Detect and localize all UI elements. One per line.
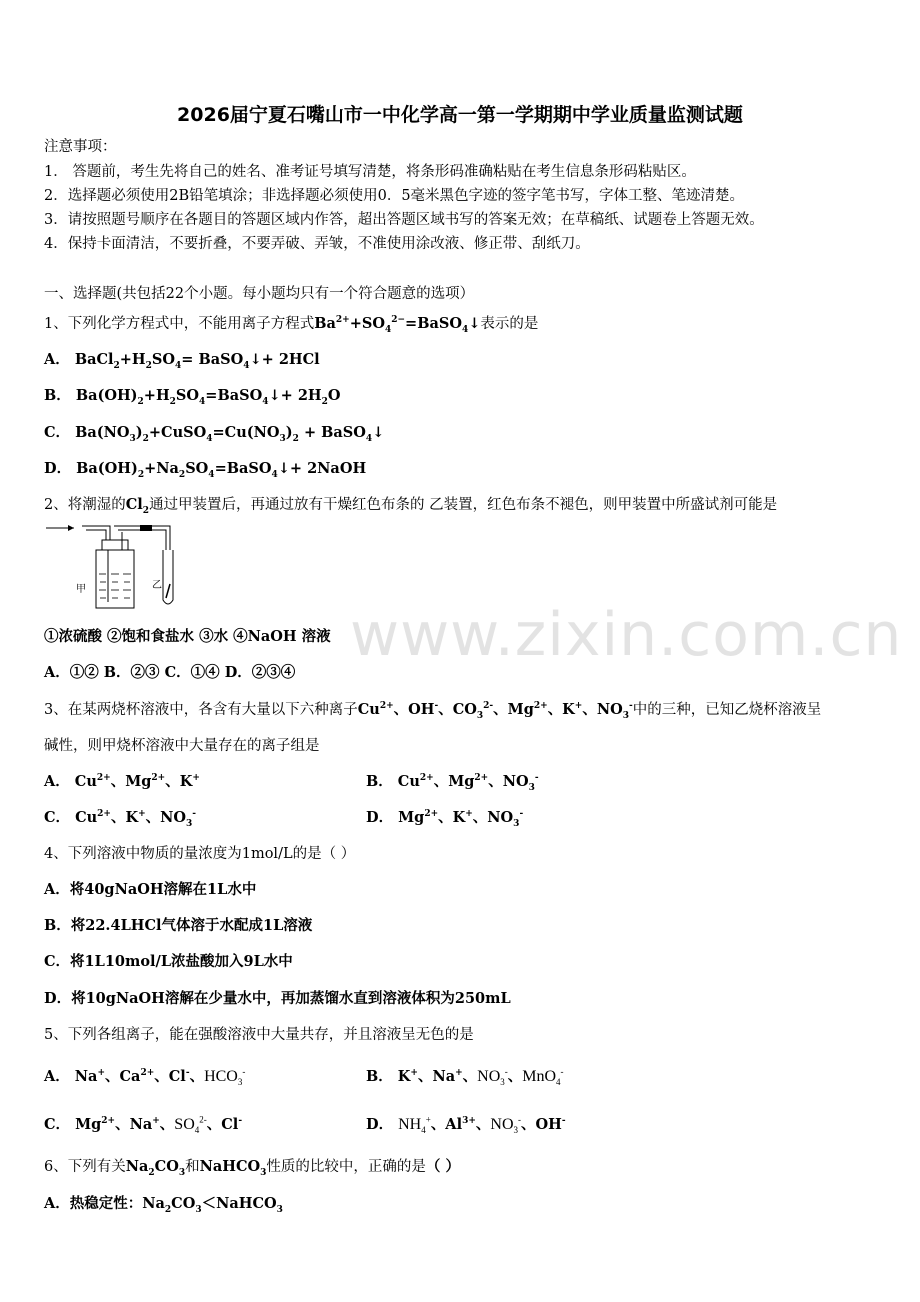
q1-stem-suffix: 表示的是 [480, 316, 539, 332]
watermark: www.zixin.com.cn [350, 600, 903, 670]
label-jia: 甲 [76, 584, 86, 595]
notice-item-3: 3．请按照题号顺序在各题目的答题区域内作答，超出答题区域书写的答案无效；在草稿纸、试题卷上答题无效。 [44, 212, 764, 228]
q5-option-d: D． $NH_4^+$、$Al^{3+}$、$NO_3^-$、OH- [366, 1114, 566, 1136]
q4-option-c: C．将1L10mol/L浓盐酸加入9L水中 [44, 953, 293, 970]
q6-option-a: A．热稳定性：$Na_2CO_3<NaHCO_3$ [44, 1195, 283, 1215]
question-5-stem: 5、下列各组离子，能在强酸溶液中大量共存，并且溶液呈无色的是 [44, 1027, 474, 1043]
q2-options: A．①② B．②③ C．①④ D．②③④ [44, 664, 296, 681]
q1-option-d: D． $Ba(OH)_2+Na_2SO_4=BaSO_4↓+$ 2NaOH [44, 460, 367, 480]
question-1-stem: 1、下列化学方程式中，不能用离子方程式$Ba^{2+}+SO_4^{2-}=BaSO_4↓$表示的是 [44, 315, 539, 335]
q5-option-b: B． K+、Na+、$NO_3^-$、MnO$_4$- [366, 1066, 564, 1088]
q4-option-a: A．将40gNaOH溶解在1L水中 [44, 881, 257, 898]
q3-option-d: D． $Mg^{2+}$、K+、$NO_3^-$ [366, 809, 524, 829]
q1-option-a: A． $BaCl_2+H_2SO_4=$ BaSO$_4$↓+ 2HCl [44, 351, 320, 371]
q1-stem-prefix: 1、下列化学方程式中，不能用离子方程式 [44, 316, 315, 332]
question-2-stem: 2、将潮湿的$Cl_2$通过甲装置后，再通过放有干燥红色布条的 乙装置，红色布条不褪色，则甲装置中所盛试剂可能是 [44, 496, 778, 516]
notice-item-4: 4．保持卡面清洁，不要折叠，不要弄破、弄皱，不准使用涂改液、修正带、刮纸刀。 [44, 236, 590, 252]
q3-option-c: C． $Cu^{2+}$、K+、$NO_3^-$ [44, 809, 197, 829]
q4-option-d: D．将10gNaOH溶解在少量水中，再加蒸馏水直到溶液体积为250mL [44, 990, 511, 1007]
q4-option-b: B．将22.4LHCl气体溶于水配成1L溶液 [44, 917, 313, 934]
notice-heading: 注意事项： [44, 139, 117, 155]
label-yi: 乙 [152, 580, 162, 591]
q3-option-a: A． $Cu^{2+}$、$Mg^{2+}$、K+ [44, 773, 200, 790]
gas-washing-apparatus-diagram [44, 522, 184, 614]
q3-option-b: B． $Cu^{2+}$、$Mg^{2+}$、$NO_3^-$ [366, 773, 539, 793]
q3-stem-line2: 碱性，则甲烧杯溶液中大量存在的离子组是 [44, 738, 320, 754]
page-title: 2026届宁夏石嘴山市一中化学高一第一学期期中学业质量监测试题 [177, 104, 743, 126]
q1-option-c: C． $Ba(NO_3)_2+CuSO_4=Cu(NO_3)_2$ + BaSO$_4$↓ [44, 424, 385, 444]
question-3-stem: 3、在某两烧杯溶液中，各含有大量以下六种离子$Cu^{2+}$、OH-、$CO_3^{2-}$、$Mg^{2+}$、K+、$NO_3^-$中的三种，已知乙烧杯溶液呈 [44, 701, 822, 721]
q5-option-a: A． Na+、$Ca^{2+}$、Cl-、$HCO_3^-$ [44, 1066, 246, 1088]
q2-reagents: ①浓硫酸 ②饱和食盐水 ③水 ④NaOH 溶液 [44, 628, 331, 645]
notice-item-1: 1． 答题前，考生先将自己的姓名、准考证号填写清楚，将条形码准确粘贴在考生信息条形码粘贴区。 [44, 164, 696, 180]
q5-option-c: C． $Mg^{2+}$、Na+、$SO_4^{2-}$、Cl- [44, 1114, 243, 1136]
question-6-stem: 6、下列有关$Na_2CO_3$和NaHCO$_3$性质的比较中，正确的是（ ） [44, 1158, 460, 1178]
question-4-stem: 4、下列溶液中物质的量浓度为1mol/L的是（ ） [44, 846, 356, 862]
q1-option-b: B． $Ba(OH)_2+H_2SO_4=BaSO_4↓+ 2H_2O$ [44, 387, 341, 407]
notice-item-2: 2．选择题必须使用2B铅笔填涂；非选择题必须使用0．5毫米黑色字迹的签字笔书写，字体工整、笔迹清楚。 [44, 188, 745, 204]
section-heading: 一、选择题(共包括22个小题。每小题均只有一个符合题意的选项） [44, 286, 475, 302]
